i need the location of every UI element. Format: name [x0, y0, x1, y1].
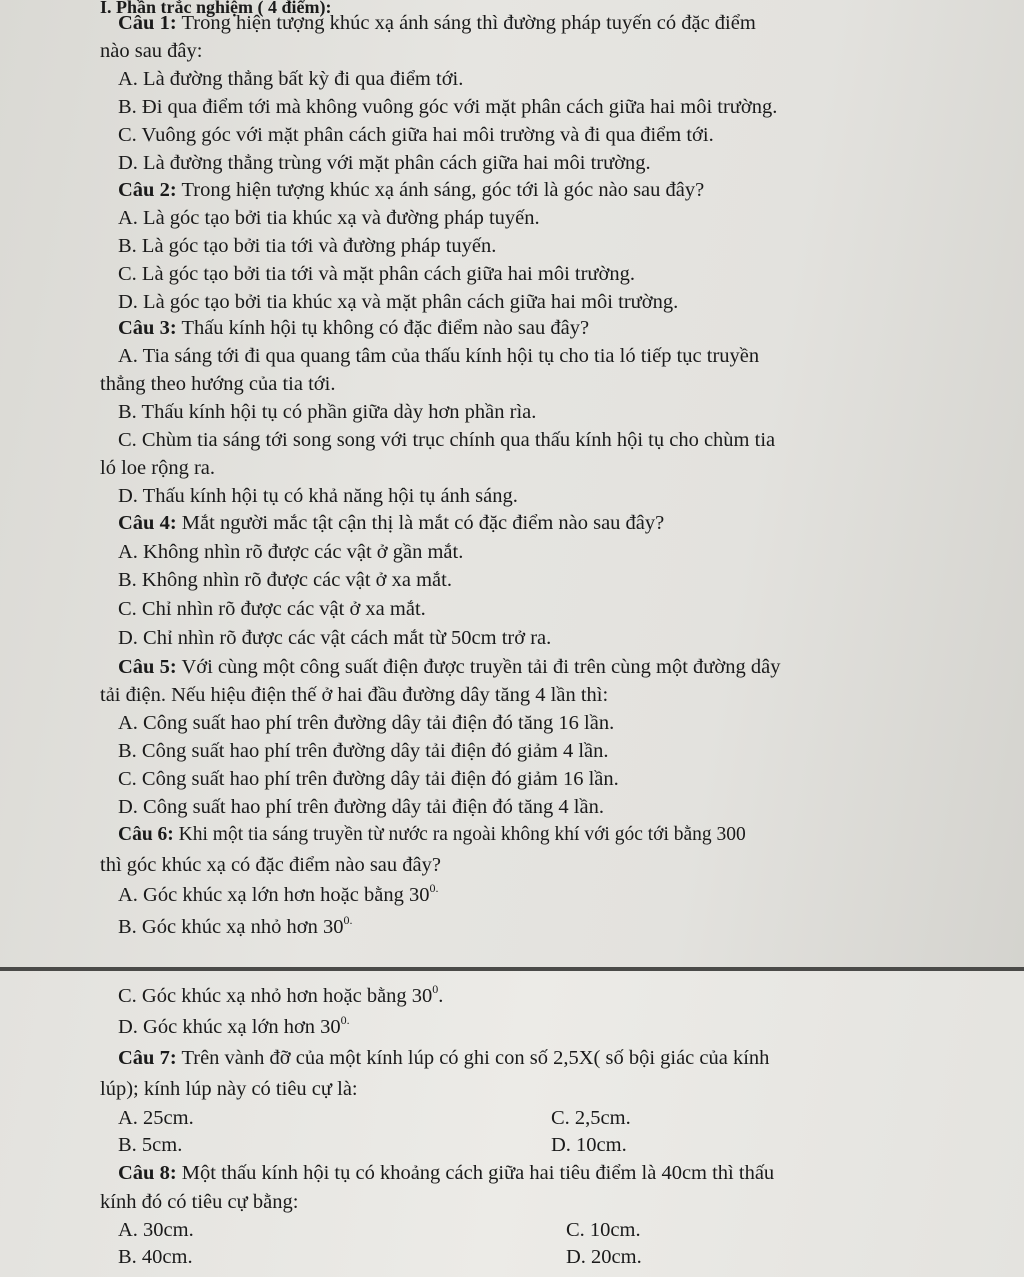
option-d: D. Chỉ nhìn rõ được các vật cách mắt từ 50cm trở ra.	[118, 627, 552, 649]
question-label: Câu 5:	[118, 656, 177, 678]
option-d: D. Góc khúc xạ lớn hơn $30^{0.}$	[118, 1013, 350, 1038]
option-b	[118, 914, 353, 942]
option-b: B. Đi qua điểm tới mà không vuông góc với mặt phân cách giữa hai môi trường.	[118, 96, 778, 118]
option-c: C. 2,5cm.	[551, 1107, 631, 1129]
question-7	[118, 1045, 769, 1071]
question-text: Trong hiện tượng khúc xạ ánh sáng thì đường pháp tuyến có đặc điểm	[181, 12, 756, 34]
question-text: Trên vành đỡ của một kính lúp có ghi con số 2,5X( số bội giác của kính	[181, 1047, 770, 1069]
question-label: Câu 3:	[118, 317, 177, 339]
option-b: B. 40cm.	[118, 1246, 193, 1268]
option-d: D. 20cm.	[566, 1246, 642, 1268]
option-d: D. Công suất hao phí trên đường dây tải điện đó tăng 4 lần.	[118, 796, 604, 818]
option-b: B. 5cm.	[118, 1134, 183, 1156]
option-a: A. 25cm.	[118, 1107, 194, 1129]
option-c: C. Góc khúc xạ nhỏ hơn hoặc bằng $30^0$.	[118, 982, 444, 1007]
option-b: B. Không nhìn rõ được các vật ở xa mắt.	[118, 569, 452, 591]
option-c: C. Là góc tạo bởi tia tới và mặt phân cách giữa hai môi trường.	[118, 263, 635, 285]
question-text: Với cùng một công suất điện được truyền tải đi trên cùng một đường dây	[181, 656, 781, 678]
section-title: I. Phần trắc nghiệm ( 4 điểm):	[100, 0, 332, 17]
option-c: C. Chỉ nhìn rõ được các vật ở xa mắt.	[118, 598, 426, 620]
option-a-cont: thẳng theo hướng của tia tới.	[100, 373, 336, 395]
question-label: Câu 4:	[118, 512, 177, 534]
question-4	[118, 510, 664, 536]
question-text: Khi một tia sáng truyền từ nước ra ngoài không khí với góc tới bằng 300	[178, 824, 746, 845]
degree-superscript: 0.	[343, 913, 353, 927]
option-d: D. Là đường thẳng trùng với mặt phân cách giữa hai môi trường.	[118, 152, 651, 174]
option-b: B. Là góc tạo bởi tia tới và đường pháp tuyến.	[118, 235, 497, 257]
question-6	[118, 822, 746, 848]
option-c-cont: ló loe rộng ra.	[100, 457, 215, 479]
question-text-line: tải điện. Nếu hiệu điện thế ở hai đầu đường dây tăng 4 lần thì:	[100, 684, 609, 706]
question-text-line: lúp); kính lúp này có tiêu cự là:	[100, 1078, 358, 1100]
option-a: A. Là góc tạo bởi tia khúc xạ và đường pháp tuyến.	[118, 207, 540, 229]
option-a: A. 30cm.	[118, 1219, 194, 1241]
option-a: A. Không nhìn rõ được các vật ở gần mắt.	[118, 541, 464, 563]
question-label: Câu 2:	[118, 179, 177, 201]
option-text: A. Góc khúc xạ lớn hơn hoặc bằng 30	[118, 884, 430, 906]
question-3	[118, 315, 589, 341]
question-text-line: kính đó có tiêu cự bằng:	[100, 1191, 299, 1213]
question-label: Câu 6:	[118, 824, 174, 845]
question-text-line: nào sau đây:	[100, 40, 203, 62]
option-a: A. Tia sáng tới đi qua quang tâm của thấu kính hội tụ cho tia ló tiếp tục truyền	[118, 345, 760, 367]
option-text: B. Góc khúc xạ nhỏ hơn 30	[118, 916, 344, 938]
option-d: D. Là góc tạo bởi tia khúc xạ và mặt phân cách giữa hai môi trường.	[118, 291, 679, 313]
option-a: A. Là đường thẳng bất kỳ đi qua điểm tới.	[118, 68, 464, 90]
option-d: D. Thấu kính hội tụ có khả năng hội tụ ánh sáng.	[118, 485, 518, 507]
question-1	[118, 10, 756, 36]
option-b: B. Thấu kính hội tụ có phần giữa dày hơn phần rìa.	[118, 401, 537, 423]
option-b: B. Công suất hao phí trên đường dây tải điện đó giảm 4 lần.	[118, 740, 609, 762]
question-text-line: thì góc khúc xạ có đặc điểm nào sau đây?	[100, 854, 441, 876]
question-8	[118, 1160, 774, 1186]
question-label: Câu 7:	[118, 1047, 177, 1069]
option-c: C. Công suất hao phí trên đường dây tải điện đó giảm 16 lần.	[118, 768, 619, 790]
option-c: C. 10cm.	[566, 1219, 641, 1241]
question-label: Câu 1:	[118, 12, 177, 34]
option-c: C. Chùm tia sáng tới song song với trục chính qua thấu kính hội tụ cho chùm tia	[118, 429, 776, 451]
option-d: D. 10cm.	[551, 1134, 627, 1156]
question-text: Trong hiện tượng khúc xạ ánh sáng, góc tới là góc nào sau đây?	[181, 179, 705, 201]
option-a: A. Công suất hao phí trên đường dây tải điện đó tăng 16 lần.	[118, 712, 615, 734]
exam-page-bottom	[0, 971, 1024, 1277]
option-c: C. Vuông góc với mặt phân cách giữa hai môi trường và đi qua điểm tới.	[118, 124, 714, 146]
question-text: Mắt người mắc tật cận thị là mắt có đặc điểm nào sau đây?	[181, 512, 665, 534]
question-5	[118, 654, 780, 680]
question-text: Thấu kính hội tụ không có đặc điểm nào sau đây?	[181, 317, 590, 339]
question-2	[118, 177, 704, 203]
question-label: Câu 8:	[118, 1162, 177, 1184]
degree-superscript: 0.	[429, 881, 439, 895]
option-a	[118, 882, 438, 910]
question-text: Một thấu kính hội tụ có khoảng cách giữa hai tiêu điểm là 40cm thì thấu	[181, 1162, 775, 1184]
